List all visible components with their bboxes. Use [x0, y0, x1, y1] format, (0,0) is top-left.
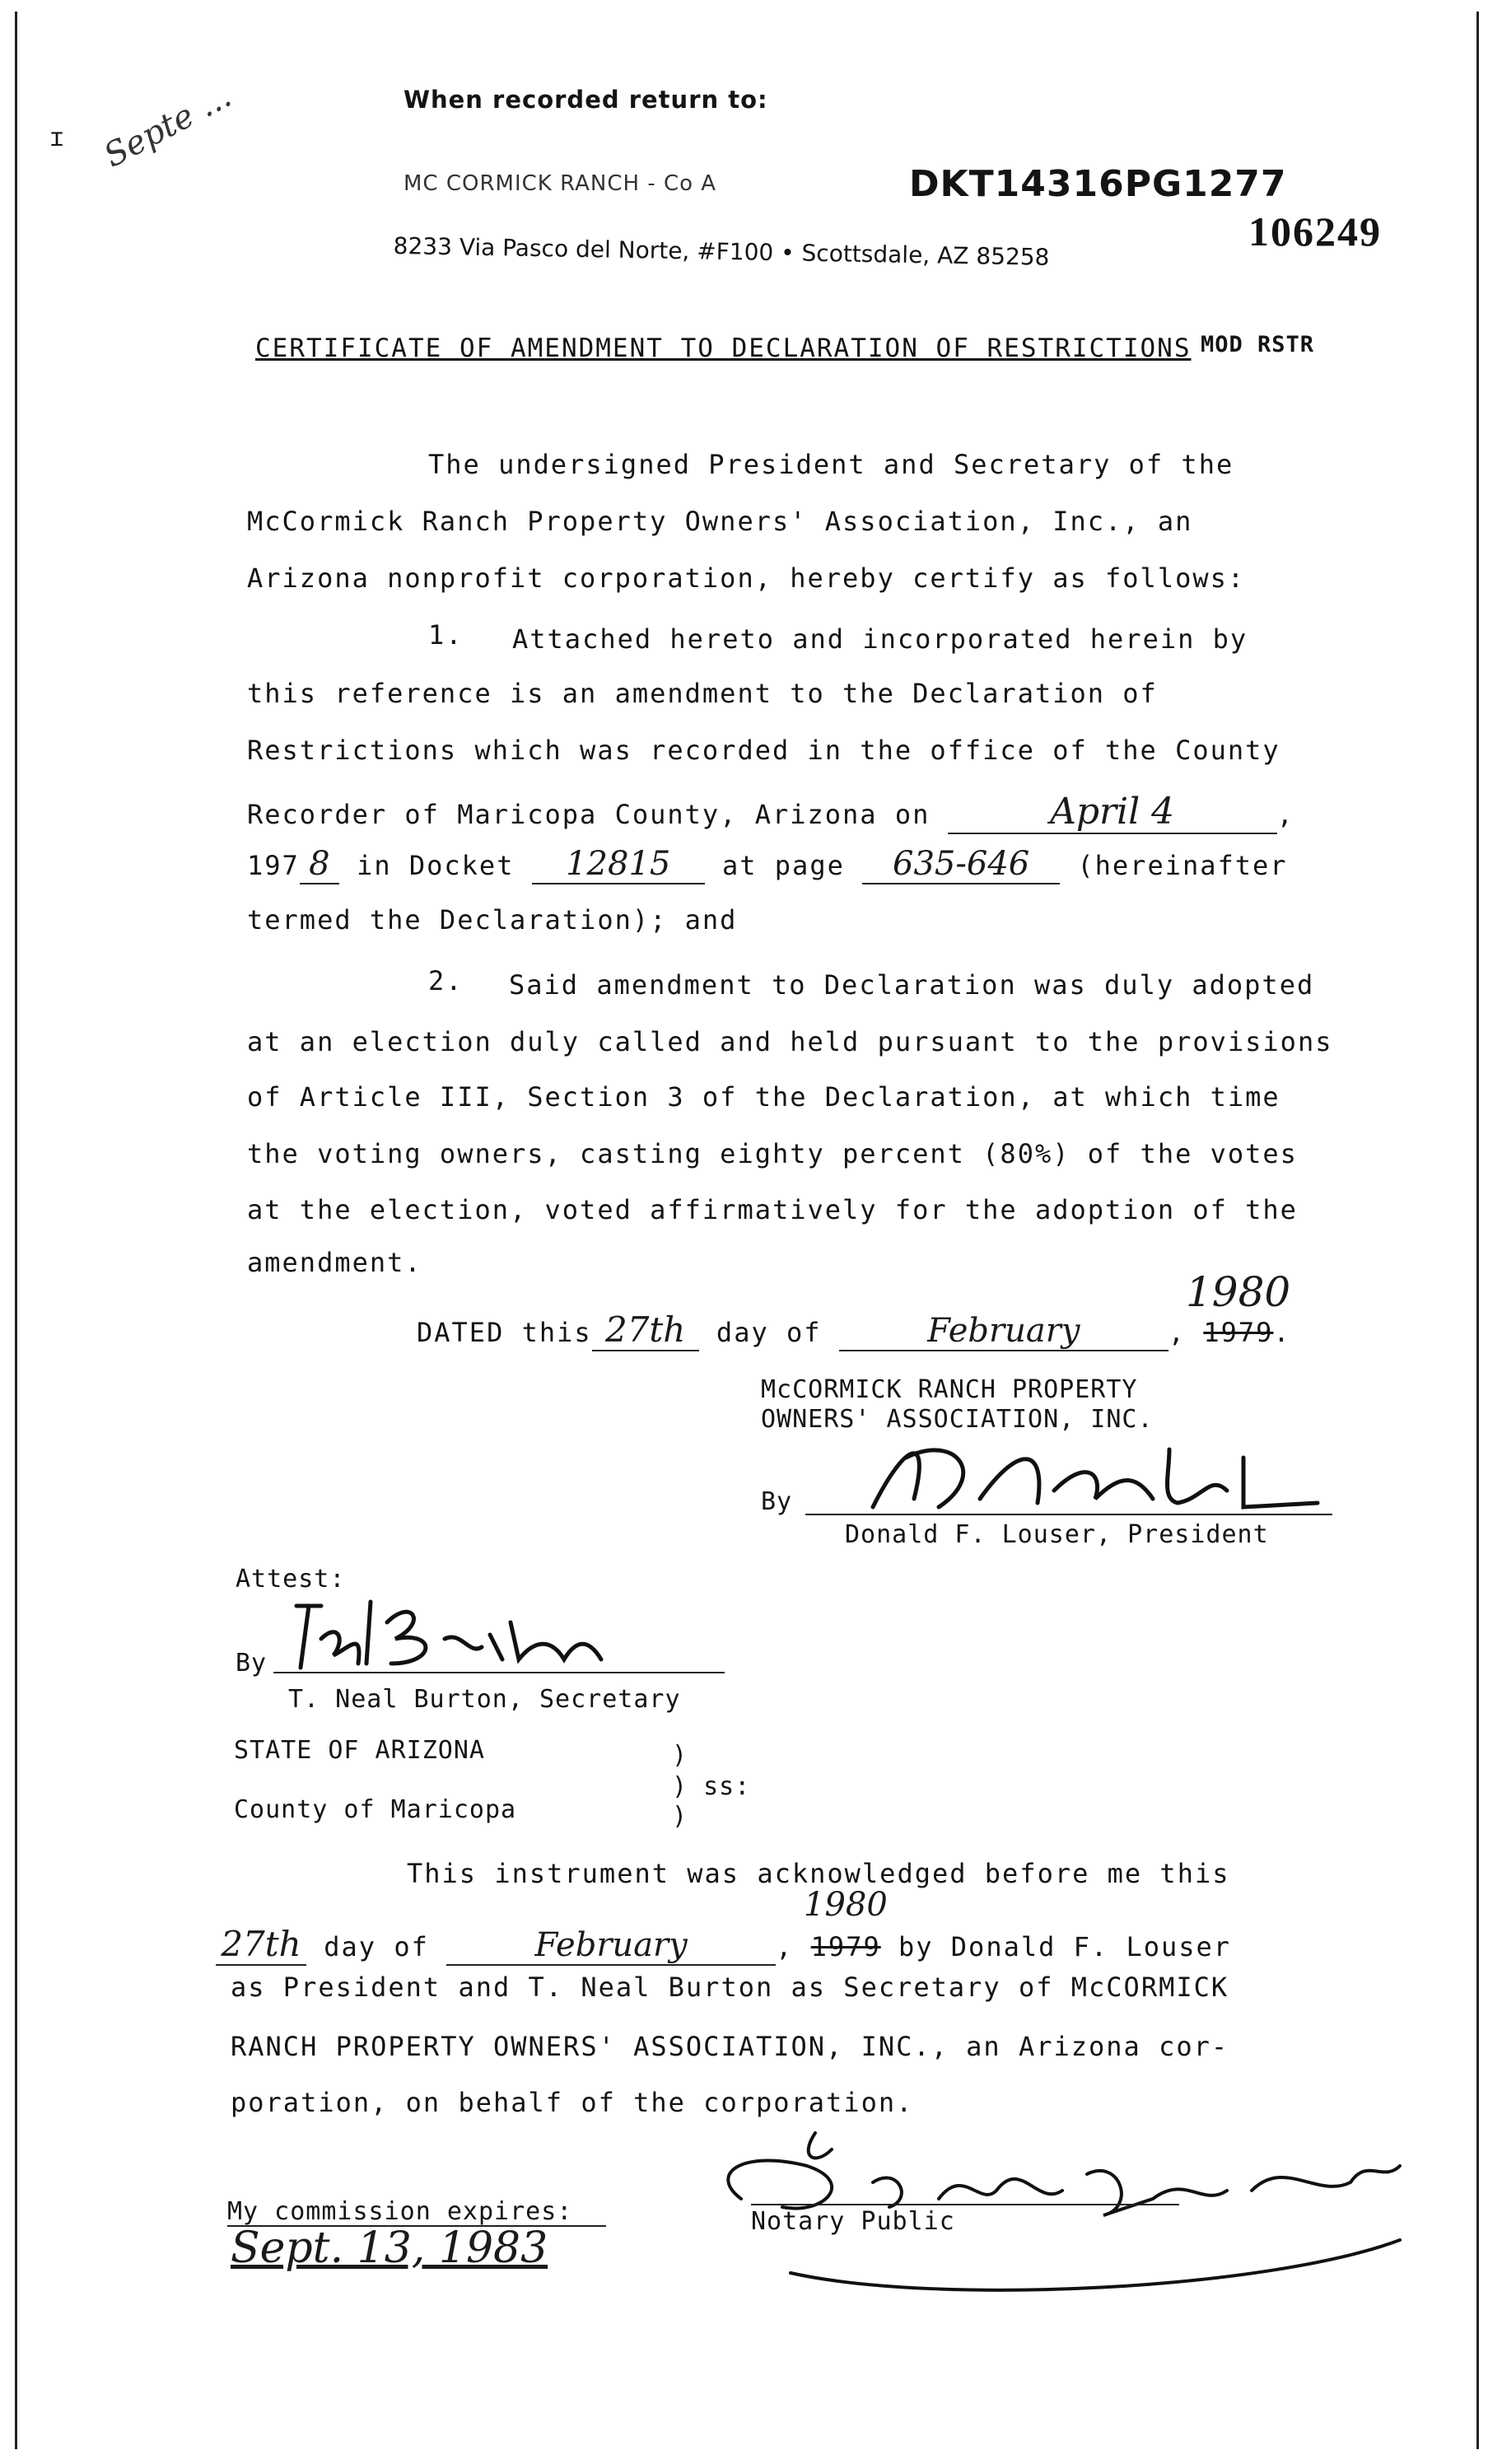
item1-line-4: Recorder of Maricopa County, Arizona on April 4 ,: [247, 791, 1294, 833]
document-title: CERTIFICATE OF AMENDMENT TO DECLARATION OF RESTRICTIONS: [255, 334, 1192, 363]
secretary-name: T. Neal Burton, Secretary: [288, 1685, 681, 1714]
venue-state: STATE OF ARIZONA: [234, 1736, 485, 1765]
hereinafter-text: (hereinafter: [1077, 850, 1288, 881]
intro-line-1: The undersigned President and Secretary of the: [428, 449, 1234, 480]
item2-number: 2.: [428, 965, 464, 996]
ack-year-struck: 1979: [810, 1931, 881, 1962]
year-prefix: 197: [247, 850, 300, 881]
venue-ss: ) ss:: [672, 1772, 751, 1801]
dated-line: DATED this 27th day of February , 1979.: [417, 1309, 1291, 1350]
secretary-signature: [272, 1589, 618, 1680]
ack-line-1: This instrument was acknowledged before me this: [407, 1858, 1230, 1889]
dated-month-handwritten: February: [839, 1312, 1168, 1351]
item2-line-4: the voting owners, casting eighty percent (80%) of the votes: [247, 1138, 1298, 1169]
ack-line-4: RANCH PROPERTY OWNERS' ASSOCIATION, INC., an Arizona cor-: [231, 2031, 1229, 2062]
return-address: 8233 Via Pasco del Norte, #F100 • Scottsdale, AZ 85258: [393, 232, 1050, 271]
notary-signature: [692, 2108, 1416, 2298]
dated-year-struck: 1979: [1203, 1317, 1274, 1348]
item2-line-5: at the election, voted affirmatively for the adoption of the: [247, 1194, 1298, 1225]
docket-number-handwritten: 12815: [532, 845, 705, 884]
item1-line-5: [247, 845, 1288, 884]
venue-paren-3: ): [672, 1802, 688, 1831]
return-label: When recorded return to:: [403, 86, 768, 114]
ack-line-3: as President and T. Neal Burton as Secretary of McCORMICK: [231, 1972, 1229, 2003]
president-by-label: By: [761, 1487, 793, 1516]
notary-signature-line: [751, 2204, 1179, 2205]
margin-mark: ɪ: [49, 124, 65, 152]
at-page-text: at page: [721, 850, 845, 881]
dated-day-of: day of: [716, 1317, 822, 1348]
docket-stamp: DKT14316PG1277: [909, 163, 1287, 205]
dated-label: DATED this: [417, 1317, 592, 1348]
item1-line-1: Attached hereto and incorporated herein by: [512, 623, 1248, 655]
page-border: [15, 12, 1479, 2449]
ack-year-handwritten: 1980: [804, 1886, 888, 1924]
president-signature: [856, 1425, 1350, 1524]
title-stamp: MOD RSTR: [1201, 332, 1315, 357]
item1-line-6: termed the Declaration); and: [247, 904, 738, 936]
intro-line-3: Arizona nonprofit corporation, hereby certify as follows:: [247, 562, 1246, 594]
item1-number: 1.: [428, 619, 464, 651]
item2-line-3: of Article III, Section 3 of the Declaration, at which time: [247, 1081, 1280, 1113]
intro-line-2: McCormick Ranch Property Owners' Association, Inc., an: [247, 506, 1193, 537]
commission-label: My commission expires:: [227, 2197, 573, 2226]
venue-paren-1: ): [672, 1741, 688, 1770]
ack-day-of: day of: [324, 1931, 429, 1962]
year-digit-handwritten: 8: [300, 845, 339, 884]
item1-line-2: this reference is an amendment to the Declaration of: [247, 678, 1158, 709]
ack-line-2: 27th day of February , 1979 by Donald F. Louser: [216, 1924, 1231, 1966]
item2-line-1: Said amendment to Declaration was duly adopted: [509, 969, 1315, 1001]
corner-handwritten-note: Septe ...: [97, 77, 238, 175]
page-range-handwritten: 635-646: [862, 845, 1060, 884]
ack-by-text: by Donald F. Louser: [898, 1931, 1232, 1962]
return-name: MC CORMICK RANCH - Co A: [403, 171, 717, 196]
item2-line-6: amendment.: [247, 1247, 422, 1278]
recorded-date-handwritten: April 4: [948, 791, 1277, 834]
dated-day-handwritten: 27th: [592, 1309, 699, 1351]
secretary-by-label: By: [236, 1649, 268, 1678]
item2-line-2: at an election duly called and held pursuant to the provisions: [247, 1026, 1333, 1057]
ack-line-5: poration, on behalf of the corporation.: [231, 2087, 914, 2118]
in-docket-text: in Docket: [357, 850, 515, 881]
ack-day-handwritten: 27th: [216, 1924, 306, 1966]
notary-public-label: Notary Public: [751, 2207, 955, 2236]
item1-recorder-text: Recorder of Maricopa County, Arizona on: [247, 799, 931, 830]
commission-date-handwritten: Sept. 13, 1983: [231, 2224, 548, 2273]
attest-label: Attest:: [236, 1565, 346, 1594]
president-name: Donald F. Louser, President: [845, 1520, 1269, 1549]
item1-line-3: Restrictions which was recorded in the office of the County: [247, 735, 1280, 766]
dated-year-handwritten: 1980: [1186, 1268, 1291, 1316]
association-name-line-2: OWNERS' ASSOCIATION, INC.: [761, 1405, 1154, 1434]
venue-county: County of Maricopa: [234, 1795, 517, 1824]
association-name-line-1: McCORMICK RANCH PROPERTY: [761, 1375, 1138, 1404]
document-number: 106249: [1248, 208, 1382, 254]
ack-month-handwritten: February: [446, 1926, 776, 1966]
